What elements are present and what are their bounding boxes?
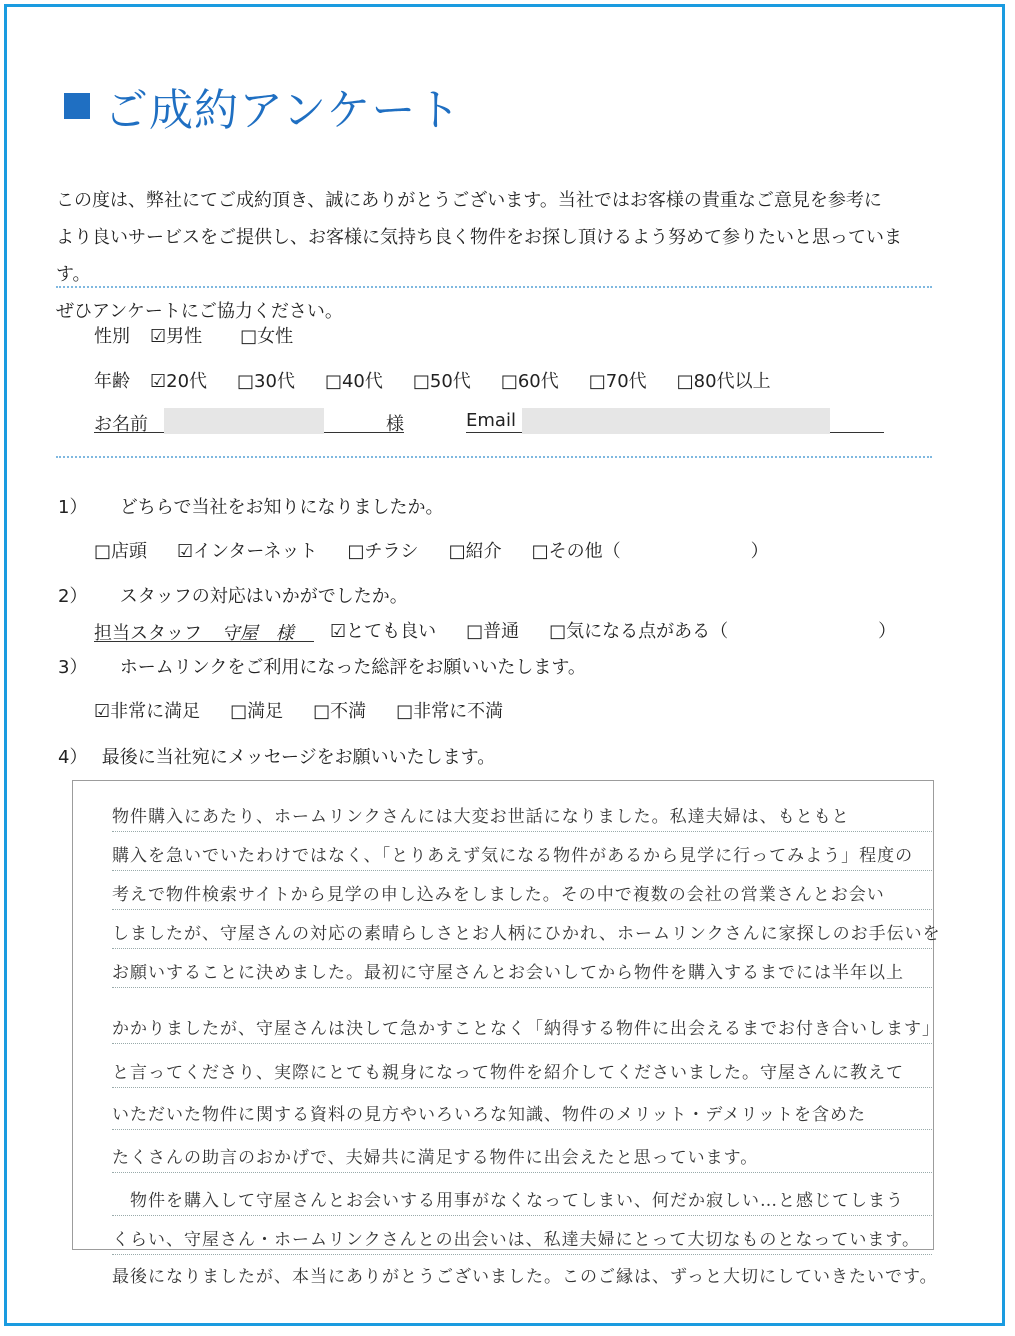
name-row (94, 410, 884, 433)
question-text: 最後に当社宛にメッセージをお願いいたします。 (101, 747, 496, 768)
message-line: 最後になりましたが、本当にありがとうございました。このご縁は、ずっと大切にしていきたいです。 (112, 1267, 938, 1287)
message-line: 物件購入にあたり、ホームリンクさんには大変お世話になりました。私達夫婦は、もともと (112, 802, 932, 832)
age-label: 年齢 (94, 371, 130, 392)
option-internet[interactable]: ☑インターネット (177, 541, 318, 562)
age-option-60s[interactable]: □60代 (500, 371, 559, 392)
intro-line: この度は、弊社にてご成約頂き、誠にありがとうございます。当社ではお客様の貴重なご意見を参考に (56, 190, 882, 211)
message-line: かかりましたが、守屋さんは決して急かすことなく「納得する物件に出会えるまでお付き合いします」 (112, 1014, 932, 1044)
redaction-mask (164, 408, 324, 434)
message-line: いただいた物件に関する資料の見方やいろいろな知識、物件のメリット・デメリットを含めた (112, 1100, 932, 1130)
name-label: お名前 (94, 414, 148, 435)
age-option-50s[interactable]: □50代 (412, 371, 471, 392)
intro-line: ぜひアンケートにご協力ください。 (56, 301, 343, 322)
q1-options (94, 537, 769, 563)
divider (56, 456, 932, 458)
intro-text (56, 182, 936, 330)
option-concern[interactable]: □気になる点がある（ (549, 621, 729, 642)
staff-name: 守屋 様 (221, 622, 294, 644)
square-bullet-icon (64, 93, 90, 119)
message-line: と言ってくださり、実際にとても親身になって物件を紹介してくださいました。守屋さんに教えて (112, 1058, 932, 1088)
question-3 (58, 653, 586, 679)
gender-label: 性別 (94, 326, 130, 347)
email-field[interactable] (466, 410, 884, 433)
option-concern-close: ） (878, 621, 897, 642)
q3-options (94, 697, 533, 723)
question-number: 3） (58, 657, 88, 678)
age-option-40s[interactable]: □40代 (324, 371, 383, 392)
age-row (94, 367, 801, 393)
option-flyer[interactable]: □チラシ (347, 541, 419, 562)
option-other-close: ） (750, 541, 769, 562)
question-2 (58, 582, 408, 608)
redaction-mask (522, 408, 830, 434)
staff-label: 担当スタッフ (94, 622, 202, 644)
message-line: くらい、守屋さん・ホームリンクさんとの出会いは、私達夫婦にとって大切なものとなっています。 (112, 1225, 932, 1255)
question-text: スタッフの対応はいかがでしたか。 (119, 586, 408, 607)
gender-option-male[interactable]: ☑男性 (150, 326, 203, 347)
option-very-good[interactable]: ☑とても良い (330, 621, 437, 642)
staff-field[interactable] (94, 619, 314, 642)
option-satisfied[interactable]: □満足 (230, 701, 284, 722)
option-very-satisfied[interactable]: ☑非常に満足 (94, 701, 201, 722)
q2-options (94, 617, 896, 643)
email-label: Email (466, 410, 516, 431)
question-number: 4） (58, 747, 88, 768)
name-suffix: 様 (386, 414, 404, 435)
gender-option-female[interactable]: □女性 (240, 326, 294, 347)
divider (56, 286, 932, 288)
survey-title (64, 74, 461, 138)
question-number: 1） (58, 497, 88, 518)
option-store[interactable]: □店頭 (94, 541, 148, 562)
message-line: 物件を購入して守屋さんとお会いする用事がなくなってしまい、何だか寂しい…と感じてしまう (112, 1186, 932, 1216)
option-referral[interactable]: □紹介 (448, 541, 502, 562)
question-number: 2） (58, 586, 88, 607)
title-text: ご成約アンケート (104, 85, 462, 136)
age-option-80s-plus[interactable]: □80代以上 (676, 371, 771, 392)
message-line: 考えで物件検索サイトから見学の申し込みをしました。その中で複数の会社の営業さんとお会い (112, 880, 932, 910)
question-1 (58, 493, 444, 519)
age-option-20s[interactable]: ☑20代 (150, 371, 208, 392)
option-normal[interactable]: □普通 (466, 621, 520, 642)
age-option-70s[interactable]: □70代 (588, 371, 647, 392)
intro-line: より良いサービスをご提供し、お客様に気持ち良く物件をお探し頂けるよう努めて参りたいと思っています。 (56, 227, 902, 285)
name-field[interactable] (94, 410, 404, 433)
question-text: ホームリンクをご利用になった総評をお願いいたします。 (119, 657, 586, 678)
age-option-30s[interactable]: □30代 (237, 371, 295, 392)
option-other[interactable]: □その他（ (531, 541, 621, 562)
question-4 (58, 743, 495, 769)
message-line: 購入を急いでいたわけではなく、「とりあえず気になる物件があるから見学に行ってみよう」程度の (112, 841, 932, 871)
gender-row (94, 322, 331, 348)
message-line: しましたが、守屋さんの対応の素晴らしさとお人柄にひかれ、ホームリンクさんに家探しのお手伝いを (112, 919, 932, 949)
message-line: お願いすることに決めました。最初に守屋さんとお会いしてから物件を購入するまでには半年以上 (112, 958, 932, 988)
option-very-dissatisfied[interactable]: □非常に不満 (396, 701, 504, 722)
question-text: どちらで当社をお知りになりましたか。 (119, 497, 444, 518)
option-dissatisfied[interactable]: □不満 (313, 701, 367, 722)
message-line: たくさんの助言のおかげで、夫婦共に満足する物件に出会えたと思っています。 (112, 1143, 932, 1173)
